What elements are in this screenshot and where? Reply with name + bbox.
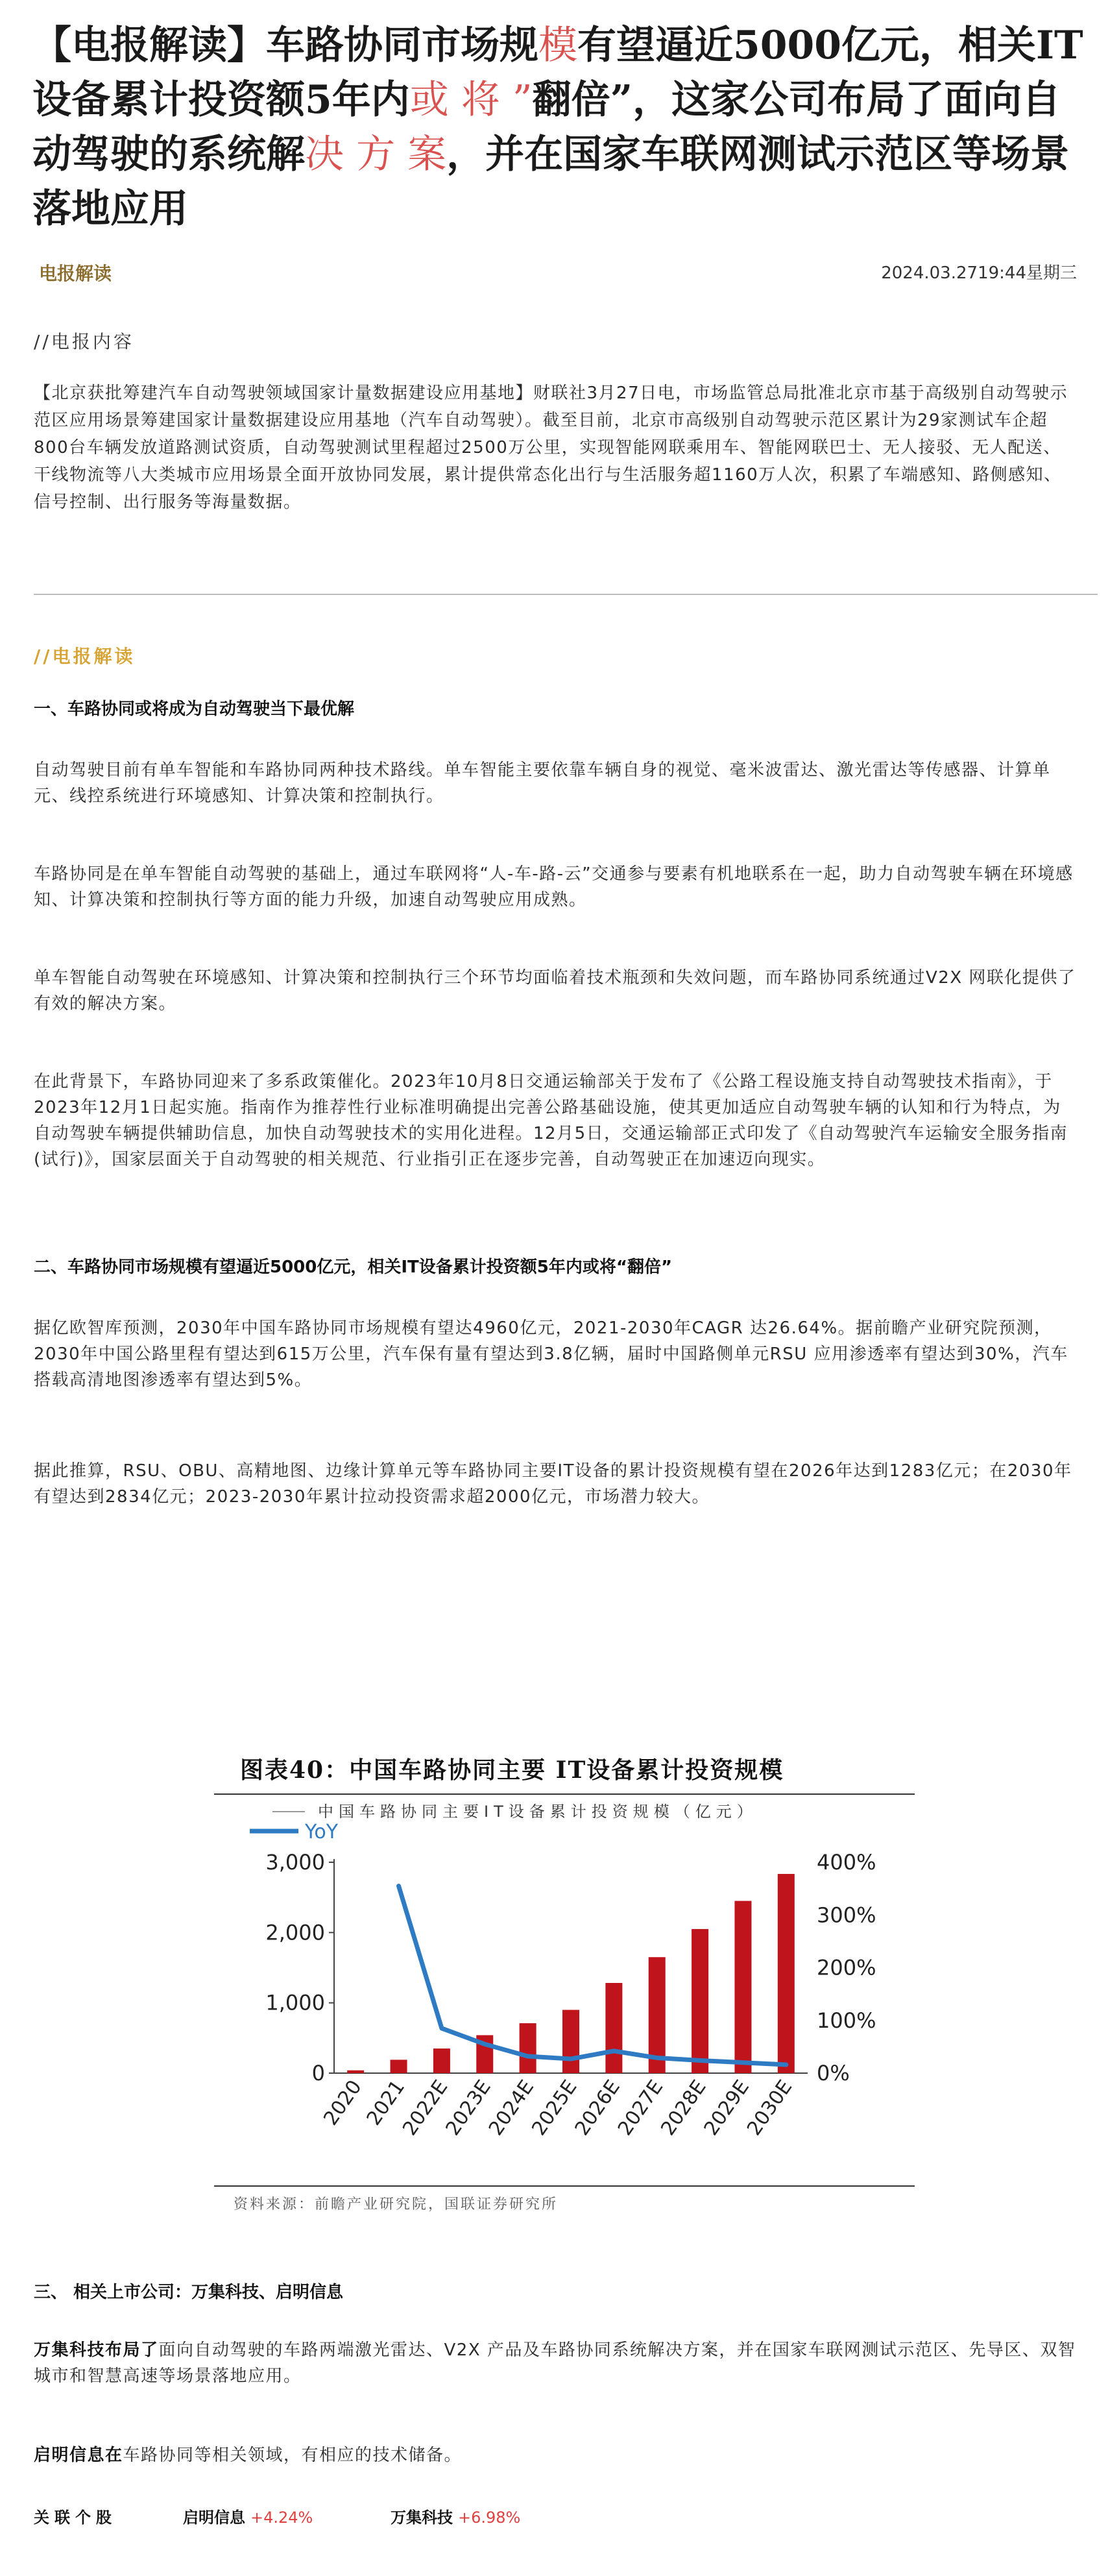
chart-top-rule [214, 1793, 915, 1795]
bar [347, 2071, 364, 2073]
chart-legend [250, 1803, 758, 1843]
source-tag[interactable]: 电报解读 [39, 263, 112, 284]
yoy-line [399, 1886, 786, 2065]
chart-figure-title: 图表40：中国车路协同主要 IT设备累计投资规模 [240, 1756, 784, 1784]
section-divider [34, 594, 1098, 595]
paragraph-one-a: 自动驾驶目前有单车智能和车路协同两种技术路线。单车智能主要依靠车辆自身的视觉、毫米波雷达、激光雷达等传感器、计算单元、线控系统进行环境感知、计算决策和控制执行。 [34, 760, 1051, 806]
paragraph-three-b [34, 2442, 1078, 2468]
company-lead: 万集科技布局了 [34, 2340, 159, 2360]
stock-item[interactable] [183, 2505, 313, 2527]
article-headline [32, 18, 1083, 236]
paragraph-three-a [34, 2337, 1078, 2389]
stock-change: +4.24% [250, 2509, 313, 2527]
related-stocks [34, 2505, 1085, 2537]
section-label-content: //电报内容 [34, 331, 134, 352]
bar [734, 1901, 751, 2073]
x-tick-label: 2023E [441, 2076, 496, 2140]
x-tick-label: 2030E [743, 2076, 797, 2140]
bar [433, 2048, 450, 2073]
x-tick-label: 2027E [613, 2076, 668, 2140]
x-tick-label: 2029E [699, 2076, 754, 2140]
bar [562, 2010, 579, 2074]
stock-change: +6.98% [458, 2509, 521, 2527]
chart-source-note: 资料来源：前瞻产业研究院，国联证券研究所 [234, 2196, 559, 2213]
paragraph-text: 面向自动驾驶的车路两端激光雷达、V2X 产品及车路协同系统解决方案，并在国家车联网测试示范区、先导区、双智城市和智慧高速等场景落地应用。 [34, 2340, 1076, 2386]
legend-bar-label: 中国车路协同主要IT设备累计投资规模（亿元） [318, 1803, 758, 1821]
paragraph-one-d: 在此背景下，车路协同迎来了多系政策催化。2023年10月8日交通运输部关于发布了《公路工程设施支持自动驾驶技术指南》，于2023年12月1日起实施。指南作为推荐性行业标准明确提出完善公路基础设施，使其更加适应自动驾驶车辆的认知和行为特点，为自动驾驶车辆提供辅助信息，加快自动驾驶技术的实用化进程。12月5日，交通运输部正式印发了《自动驾驶汽车运输安全服务指南(试行)》，国家层面关于自动驾驶的相关规范、行业指引正在逐步完善，自动驾驶正在加速迈向现实。 [34, 1072, 1068, 1169]
paragraph-text: 车路协同等相关领域，有相应的技术储备。 [123, 2446, 463, 2465]
x-tick-label: 2021 [362, 2076, 410, 2130]
y-right-tick-label: 0% [817, 2061, 850, 2085]
x-tick-label: 2028E [656, 2076, 711, 2140]
headline-highlight: 决 方 案 [305, 132, 447, 177]
article-meta [39, 260, 1077, 292]
legend-line-label: YoY [305, 1821, 339, 1843]
heading-two: 二、车路协同市场规模有望逼近5000亿元，相关IT设备累计投资额5年内或将“翻倍” [34, 1258, 673, 1277]
y-left-tick-label: 3,000 [265, 1850, 325, 1875]
headline-highlight: 或 将 ” [409, 77, 533, 123]
headline-part: 【电报解读】车路协同市场规 [32, 23, 538, 68]
bar [520, 2023, 536, 2073]
y-right-tick-label: 100% [817, 2008, 876, 2033]
stock-name: 启明信息 [183, 2509, 245, 2527]
chart-figure [208, 1739, 915, 2232]
y-right-tick-label: 300% [817, 1902, 876, 1928]
related-stocks-label: 关联个股 [34, 2509, 117, 2527]
company-lead: 启明信息在 [34, 2446, 123, 2465]
headline-part: 有望逼近5000亿元，相关IT设备累计投资额5年内 [32, 23, 1083, 123]
chart-marks [265, 1850, 876, 2140]
bar [391, 2060, 407, 2073]
stock-item[interactable] [391, 2505, 520, 2527]
y-left-tick-label: 0 [311, 2061, 325, 2085]
y-right-tick-label: 200% [817, 1955, 876, 1980]
y-left-tick-label: 2,000 [265, 1920, 325, 1945]
news-paragraph: 【北京获批筹建汽车自动驾驶领域国家计量数据建设应用基地】财联社3月27日电，市场监管总局批准北京市基于高级别自动驾驶示范区应用场景筹建国家计量数据建设应用基地（汽车自动驾驶）。截至目前，北京市高级别自动驾驶示范区累计为29家测试车企超800台车辆发放道路测试资质，自动驾驶测试里程超过2500万公里，实现智能网联乘用车、智能网联巴士、无人接驳、无人配送、干线物流等八大类城市应用场景全面开放协同发展，累计提供常态化出行与生活服务超1160万人次，积累了车端感知、路侧感知、信号控制、出行服务等海量数据。 [34, 383, 1068, 512]
stock-name: 万集科技 [391, 2509, 453, 2527]
x-tick-label: 2026E [570, 2076, 625, 2140]
x-tick-label: 2020 [319, 2076, 367, 2130]
headline-highlight: 模 [538, 23, 577, 68]
investment-chart [208, 1801, 915, 2190]
x-tick-label: 2024E [484, 2076, 539, 2140]
paragraph-two-a: 据亿欧智库预测，2030年中国车路协同市场规模有望达4960亿元，2021-2030年CAGR 达26.64%。据前瞻产业研究院预测，2030年中国公路里程有望达到615万公里，汽车保有量有望达到3.8亿辆，届时中国路侧单元RSU 应用渗透率有望达到30%，汽车搭载高清地图渗透率有望达到5%。 [34, 1318, 1068, 1390]
paragraph-two-b: 据此推算，RSU、OBU、高精地图、边缘计算单元等车路协同主要IT设备的累计投资规模有望在2026年达到1283亿元；在2030年有望达到2834亿元；2023-2030年累计拉动投资需求超2000亿元，市场潜力较大。 [34, 1461, 1072, 1507]
bar [605, 1983, 622, 2073]
x-tick-label: 2022E [398, 2076, 453, 2140]
headline-part: 翻倍”，这家公司布局了面向自动驾驶的系统解 [32, 77, 1061, 177]
y-left-tick-label: 1,000 [265, 1990, 325, 2015]
bar [778, 1874, 795, 2073]
section-label-analysis: //电报解读 [34, 646, 136, 667]
heading-one: 一、车路协同或将成为自动驾驶当下最优解 [34, 699, 355, 719]
paragraph-one-c: 单车智能自动驾驶在环境感知、计算决策和控制执行三个环节均面临着技术瓶颈和失效问题，而车路协同系统通过V2X 网联化提供了有效的解决方案。 [34, 968, 1076, 1014]
x-tick-label: 2025E [527, 2076, 582, 2140]
publish-date: 2024.03.2719:44星期三 [881, 263, 1077, 283]
bar [692, 1929, 708, 2073]
heading-three: 三、 相关上市公司：万集科技、启明信息 [34, 2283, 344, 2302]
chart-bottom-rule [214, 2185, 915, 2187]
y-right-tick-label: 400% [817, 1850, 876, 1875]
paragraph-one-b: 车路协同是在单车智能自动驾驶的基础上，通过车联网将“人-车-路-云”交通参与要素有机地联系在一起，助力自动驾驶车辆在环境感知、计算决策和控制执行等方面的能力升级，加速自动驾驶应用成熟。 [34, 864, 1074, 910]
headline-part: ，并在国家车联网测试示范区等场景落地应用 [32, 132, 1070, 232]
